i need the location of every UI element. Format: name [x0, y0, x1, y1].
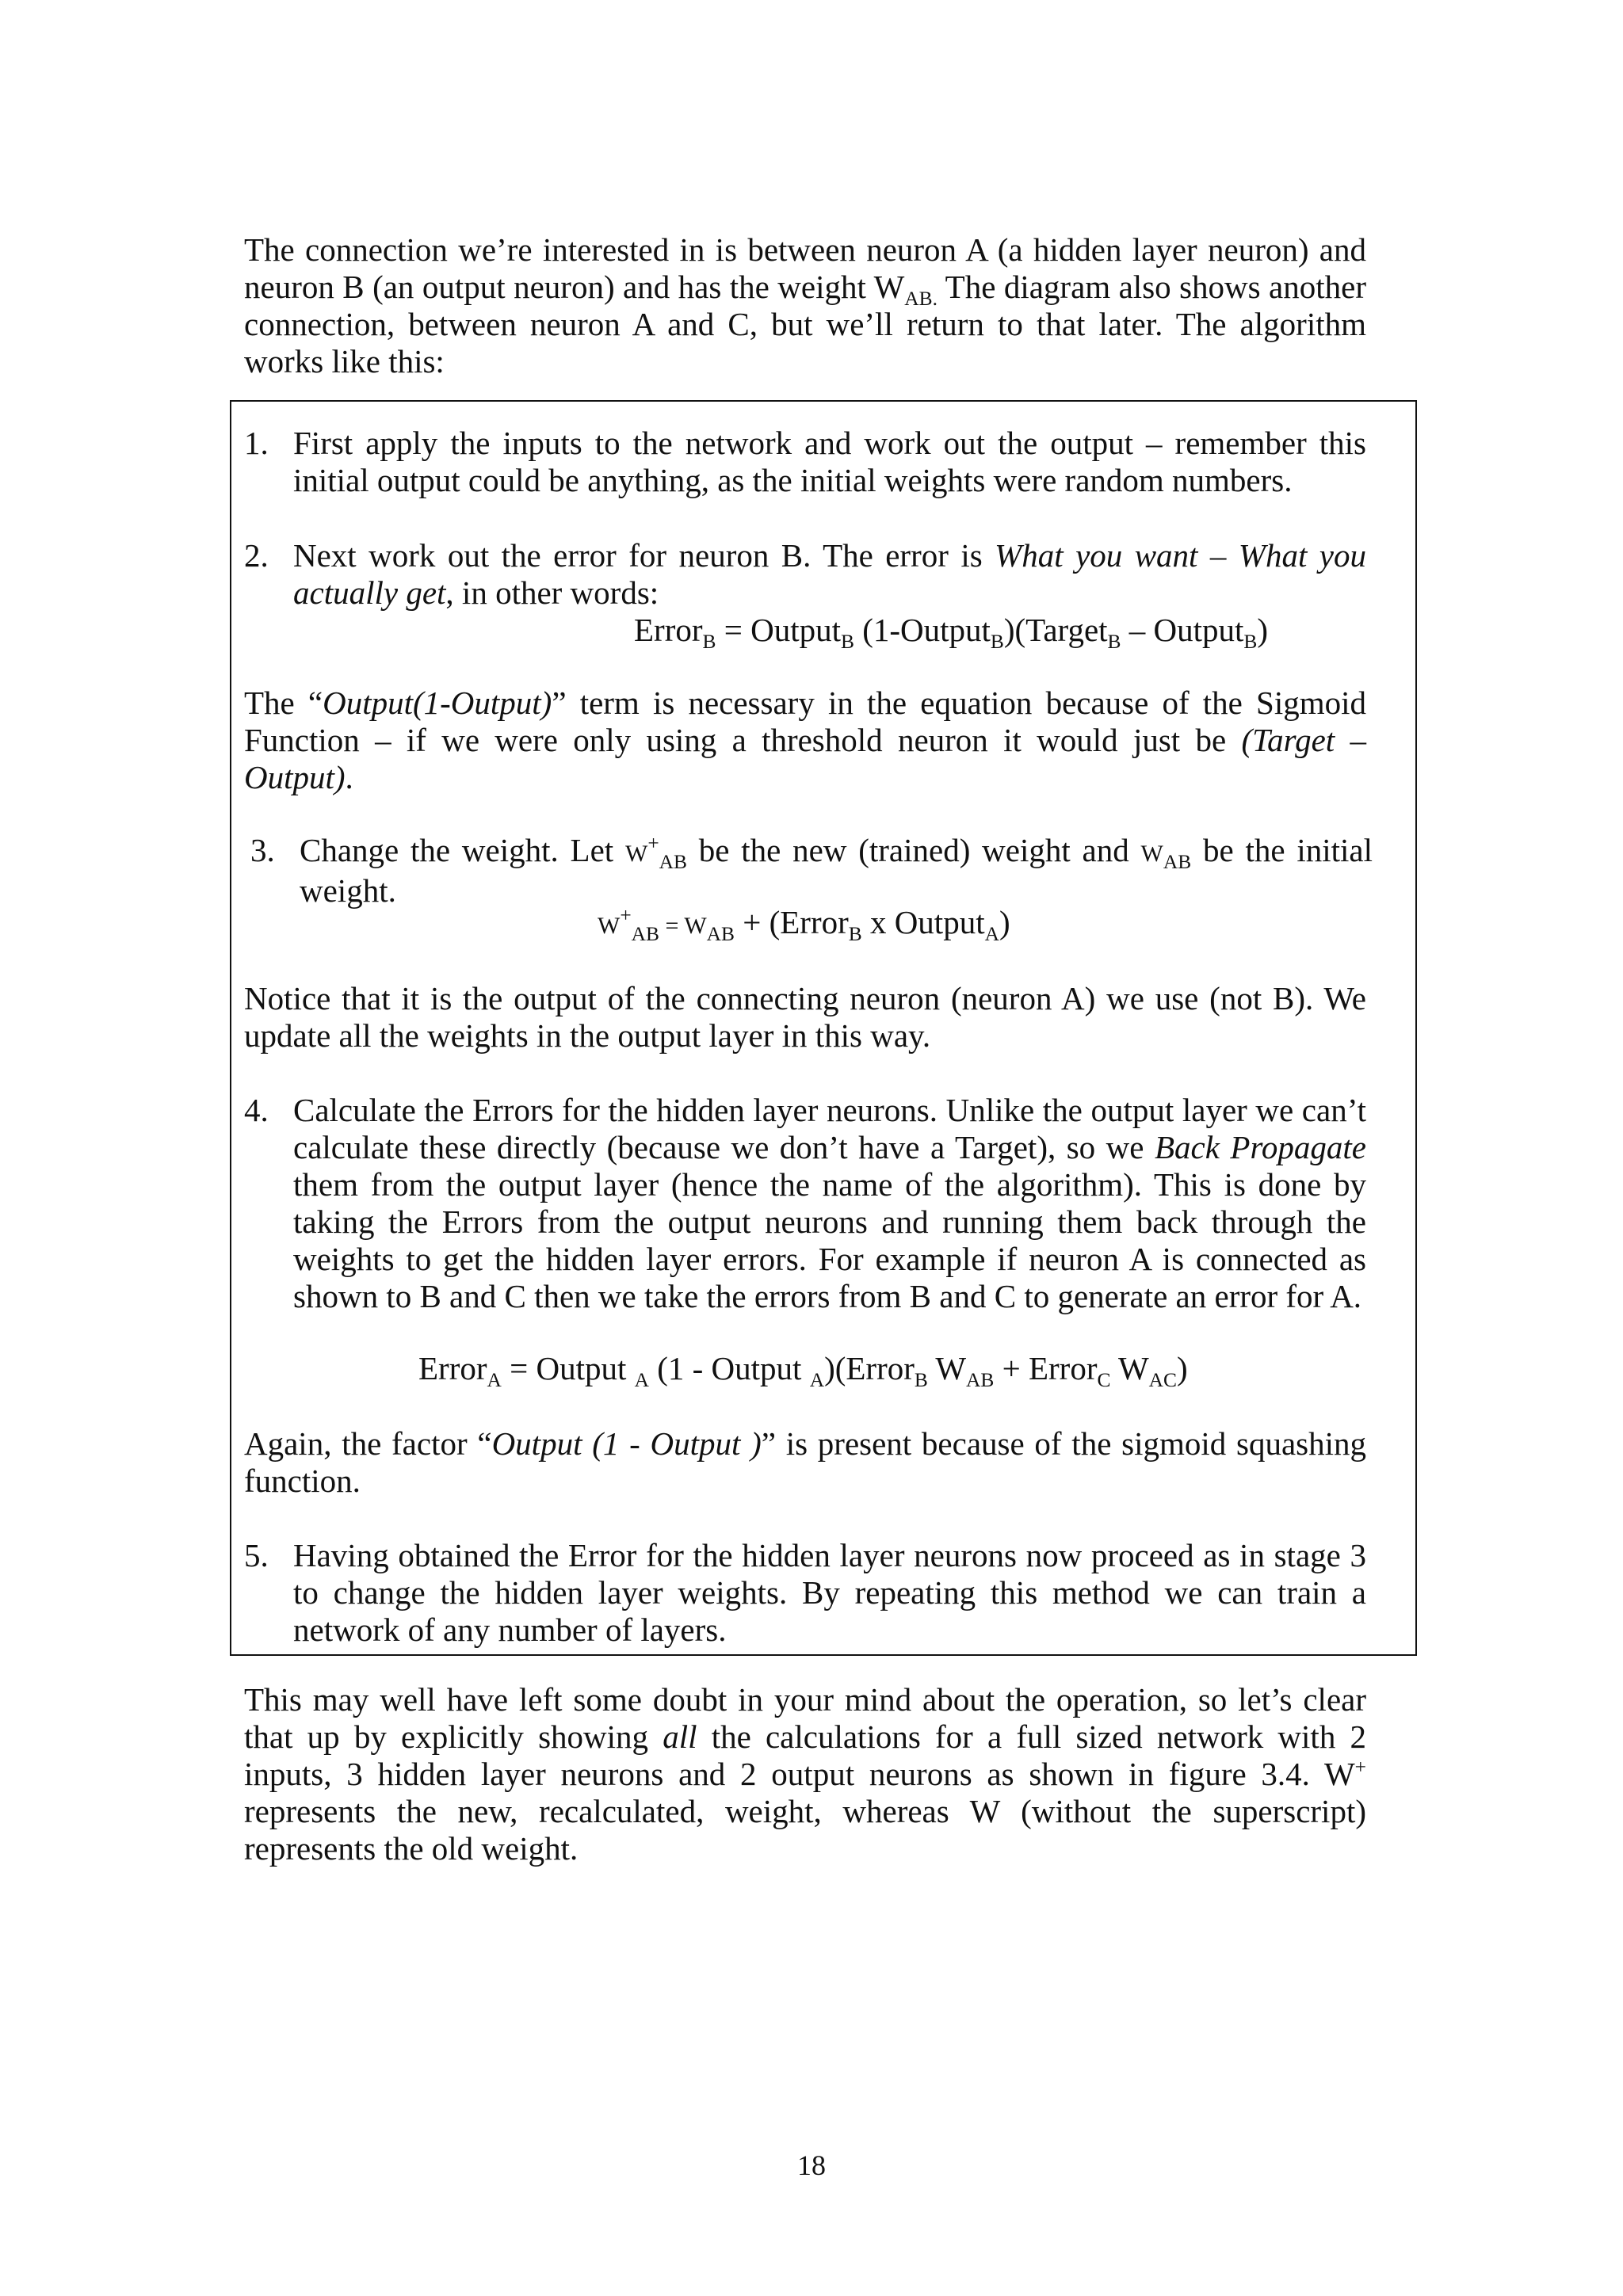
outro-text-3: represents the new, recalculated, weight, whereas W (without the superscript) represents the old weight.: [244, 1793, 1366, 1867]
note-1-italic-2: (Target – Output): [244, 722, 1366, 795]
eq2-ab: AB: [631, 923, 659, 946]
note-1-text-3: .: [345, 759, 353, 795]
eq3-plus-error: + Error: [994, 1350, 1098, 1386]
note-1-text-1: The “: [244, 685, 323, 721]
eq1-output: = Output: [716, 612, 841, 648]
step-3-ab: AB: [659, 851, 687, 874]
step-2-text: [293, 537, 1366, 612]
step-3-text-2: be the new (trained) weight and: [686, 832, 1141, 868]
outro-text-2: the calculations for a full sized network with 2 inputs, 3 hidden layer neurons and 2 output neurons as shown in figure 3.4. W: [244, 1718, 1366, 1792]
note-3-text-1: Again, the factor “: [244, 1425, 492, 1462]
step-5-number: 5.: [244, 1537, 269, 1573]
eq2-sub-b: B: [848, 923, 862, 946]
eq1-target: )(Target: [1003, 612, 1108, 648]
eq3-sub-ac: AC: [1148, 1369, 1177, 1392]
outro-text-1: This may well have left some doubt in your mind about the operation, so let’s clear that up by explicitly showing: [244, 1681, 1366, 1755]
outro-italic: all: [663, 1718, 697, 1755]
step-4-text-1: Calculate the Errors for the hidden layer neurons. Unlike the output layer we can’t calculate these directly (because we don’t have a Target), so we: [293, 1092, 1366, 1165]
eq3-one-minus: (1 - Output: [649, 1350, 810, 1386]
intro-paragraph: [244, 231, 1366, 380]
eq3-sub-c: C: [1097, 1369, 1111, 1392]
eq3-sub-ab: AB: [966, 1369, 995, 1392]
eq3-sub-a2: A: [634, 1369, 649, 1392]
step-3-number: 3.: [250, 832, 275, 868]
step-5-text: Having obtained the Error for the hidden layer neurons now proceed as in stage 3 to change the hidden layer weights. By repeating this method we can train a network of any number of layers.: [293, 1537, 1366, 1648]
eq1-one-minus: (1-Output: [854, 612, 991, 648]
eq1-sub-b3: B: [990, 631, 1004, 654]
eq2-x-output: x Output: [861, 904, 985, 940]
eq2-close: ): [999, 904, 1010, 940]
eq2-ab2: AB: [706, 923, 735, 946]
step-4: [244, 1092, 1366, 1315]
step-3: [250, 832, 1373, 910]
note-1-italic: Output(1-Output): [323, 685, 552, 721]
eq3-sub-b: B: [914, 1369, 928, 1392]
eq1-sub-b5: B: [1243, 631, 1258, 654]
eq3-error-b: )(Error: [824, 1350, 915, 1386]
step-3-ab2: AB: [1163, 851, 1192, 874]
step-3-w2: W: [1140, 841, 1163, 867]
step-4-italic: Back Propagate: [1154, 1129, 1366, 1165]
note-3-italic: Output (1 - Output ): [491, 1425, 762, 1462]
step-2: [244, 537, 1366, 612]
eq2-w: W: [598, 913, 621, 939]
note-sigmoid-squashing: [244, 1425, 1366, 1500]
step-2-text-1: Next work out the error for neuron B. The error is: [293, 537, 995, 574]
eq1-close: ): [1257, 612, 1268, 648]
step-2-text-2: , in other words:: [445, 574, 659, 611]
eq1-minus-output: – Output: [1121, 612, 1244, 648]
eq2-eq: = W: [659, 913, 707, 939]
step-1: [244, 425, 1366, 499]
step-3-text-3: be the initial weight.: [300, 832, 1373, 909]
eq3-w2: W: [1110, 1350, 1149, 1386]
intro-text-2: The diagram also shows another connection, between neuron A and C, but we’ll return to that later. The algorithm works like this:: [244, 269, 1366, 379]
eq3-w1: W: [927, 1350, 967, 1386]
step-1-text: First apply the inputs to the network and work out the output – remember this initial output could be anything, as the initial weights were random numbers.: [293, 425, 1366, 498]
page-number: 18: [797, 2149, 826, 2181]
step-5: [244, 1537, 1366, 1649]
eq2-plus-error: + (Error: [734, 904, 849, 940]
outro-plus: +: [1354, 1756, 1366, 1779]
note-1-text-2: ” term is necessary in the equation because of the Sigmoid Function – if we were only using a threshold neuron it would just be: [244, 685, 1366, 758]
eq3-sub-a3: A: [809, 1369, 825, 1392]
eq2-sub-a: A: [984, 923, 999, 946]
eq1-sub-b4: B: [1107, 631, 1121, 654]
step-3-plus: +: [647, 832, 659, 855]
step-3-w: W: [624, 841, 648, 867]
intro-wab-subscript: AB.: [904, 288, 938, 311]
algorithm-box: [230, 400, 1417, 1656]
step-2-italic: What you want – What you actually get: [293, 537, 1366, 611]
note-connecting-neuron: Notice that it is the output of the connecting neuron (neuron A) we use (not B). We update all the weights in the output layer in this way.: [244, 980, 1366, 1054]
step-4-text: [293, 1092, 1366, 1315]
equation-error-a: [418, 1350, 1188, 1392]
intro-text-1: The connection we’re interested in is between neuron A (a hidden layer neuron) and neuron B (an output neuron) and has the weight W: [244, 231, 1366, 305]
outro-paragraph: [244, 1681, 1366, 1867]
step-3-text: [300, 832, 1373, 910]
equation-error-b: [634, 612, 1268, 654]
eq1-sub-b2: B: [840, 631, 854, 654]
step-3-text-1: Change the weight. Let: [300, 832, 625, 868]
eq3-sub-a1: A: [487, 1369, 502, 1392]
eq1-error: Error: [634, 612, 703, 648]
eq1-sub-b1: B: [702, 631, 716, 654]
step-4-text-2: them from the output layer (hence the name of the algorithm). This is done by taking the Errors from the output neurons and running them back through the weights to get the hidden layer errors. For example if neuron A is connected as shown to B and C then we take the errors from B and C to generate an error for A.: [293, 1166, 1366, 1314]
equation-weight-update: [598, 904, 1010, 944]
step-2-number: 2.: [244, 537, 269, 574]
eq3-close: ): [1176, 1350, 1188, 1386]
eq3-output: = Output: [501, 1350, 635, 1386]
note-sigmoid: [244, 685, 1366, 796]
eq3-error: Error: [418, 1350, 487, 1386]
step-4-number: 4.: [244, 1092, 269, 1128]
note-3-text-2: ” is present because of the sigmoid squashing function.: [244, 1425, 1367, 1499]
step-1-number: 1.: [244, 425, 269, 461]
eq2-plus: +: [620, 904, 632, 927]
